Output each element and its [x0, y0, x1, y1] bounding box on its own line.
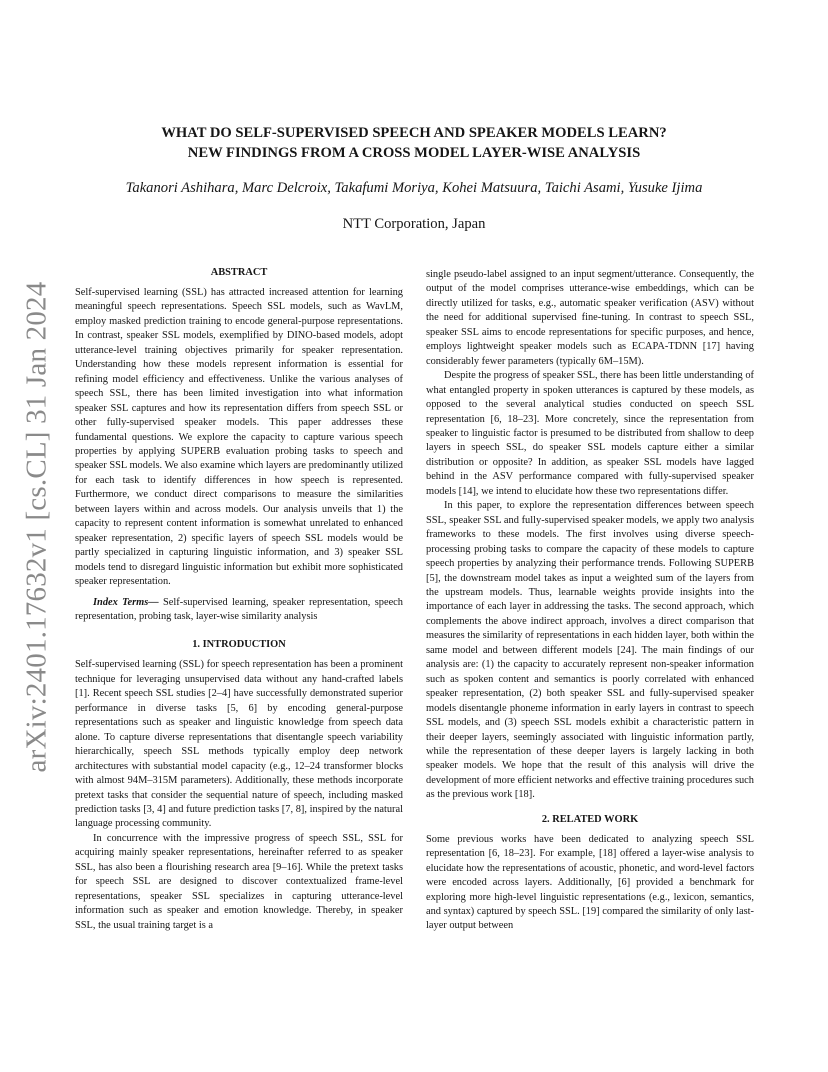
index-terms-label: Index Terms— — [93, 596, 159, 608]
author-list: Takanori Ashihara, Marc Delcroix, Takafumi Moriya, Kohei Matsuura, Taichi Asami, Yusuke Ijima — [125, 180, 703, 196]
intro-paragraph-3: Despite the progress of speaker SSL, there has been little understanding of what entangled property in spoken utterances is captured by these models, as opposed to the several analytical studies conducted on speech SSL representation [6, 18–23]. More concretely, since the representation from speaker to linguistic factor is presumed to be distributed from shallow to deep layers in speech SSL, do speaker SSL models capture either a similar distribution or opposite? In addition, as speaker SSL models have lagged behind in the ASV performance compared with fully-supervised speaker models [14], we intend to elucidate how these two representations differ. — [426, 370, 754, 497]
intro-paragraph-4: In this paper, to explore the representation differences between speech SSL, speaker SSL and fully-supervised speaker models, we apply two analysis frameworks to these models. The first involves using diverse speech-processing probing tasks to compare the capacity of these models to capture speech properties by analyzing their performance trends. Following SUPERB [5], the downstream model takes as input a weighted sum of the layers from the upstream models. Thus, learnable weights provide insights into the importance of each layer in addressing the tasks. The second approach, which complements the above indirect approach, involves a direct comparison that measures the similarity of representations in each hidden layer, both within the same model and between different models [24]. The main findings of our analysis are: (1) the capacity to accurately represent non-speaker information such as spoken content and semantics is poorly correlated with enhanced speaker representation, (2) both speaker SSL and fully-supervised speaker models disentangle phoneme information in early layers in contrast to speech SSL models, and (3) speech SSL models exhibit a characteristic pattern in their deeper layers, seemingly associated with linguistic information partly, while the representation of these deeper layers is largely lacking in both speaker models. We hope that the result of this analysis will drive the development of more efficient networks and effective training procedures such as the previous work [18]. — [426, 500, 754, 801]
title-line-1: WHAT DO SELF-SUPERVISED SPEECH AND SPEAKER MODELS LEARN? — [161, 125, 667, 141]
related-work-text: Some previous works have been dedicated to analyzing speech SSL representation [6, 18–23]. For example, [18] offered a layer-wise analysis to elucidate how the representations of acoustic, phonetic, and word-level factors were encoded across layers. Additionally, [6] provided a benchmark for exploring more high-level linguistic representations (e.g., lexicon, semantics, and syntax) captured by speech SSL. [19] compared the similarity of only last-layer output between — [426, 833, 754, 932]
intro-paragraph-2-continued: single pseudo-label assigned to an input segment/utterance. Consequently, the output of the model comprises utterance-wise embeddings, which can be directly utilized for tasks, e.g., automatic speaker verification (ASV) without the need for additional supervised fine-tuning. In contrast to speech SSL, speaker SSL aims to encode representations for specific purposes, and hence, employs lightweight speaker models such as ECAPA-TDNN [17] having considerably fewer parameters (typically 6M–15M). — [426, 269, 754, 367]
related-work-heading: 2. RELATED WORK — [541, 813, 639, 825]
abstract-text: Self-supervised learning (SSL) has attracted increased attention for learning meaningful speech representations. Speech SSL models, such as WavLM, employ masked prediction training to encode general-purpose representations. In contrast, speaker SSL models, exemplified by DINO-based models, adopt utterance-level training objectives primarily for speaker representation. Understanding how these models represent information is essential for refining model efficiency and effectiveness. Unlike the various analyses of speech SSL, there has been limited investigation into what information speaker SSL captures and how its representation differs from speech SSL or other fully-supervised speaker models. This paper addresses these fundamental questions. We explore the capacity to capture various speech properties by applying SUPERB evaluation probing tasks to speech and speaker SSL models. We also examine which layers are predominantly utilized for each task to identify differences in how speech is represented. Furthermore, we conduct direct comparisons to measure the similarities between layers within and across models. Our analysis unveils that 1) the capacity to represent content information is somewhat unrelated to enhanced speaker representation, 2) specific layers of speech SSL models would be partly specialized in capturing linguistic information, and 3) speaker SSL models tend to disregard linguistic information but exhibit more sophisticated speaker representation. — [75, 287, 403, 588]
intro-paragraph-2: In concurrence with the impressive progress of speech SSL, SSL for acquiring mainly speaker representations, hereinafter referred to as speaker SSL, has also been a flourishing research area [9–16]. While the pretext tasks for speech SSL are designed to discover contextualized frame-level representations, speaker SSL specializes in capturing utterance-level information such as speaker and emotion knowledge. Thereby, in speaker SSL, the usual training target is a — [75, 832, 403, 931]
introduction-heading: 1. INTRODUCTION — [192, 639, 286, 651]
intro-paragraph-1: Self-supervised learning (SSL) for speech representation has been a prominent technique for leveraging unsupervised data without any hand-crafted labels [1]. Recent speech SSL studies [2–4] have successfully demonstrated superior performance in diverse tasks [5, 6] by encoding general-purpose representations such as speaker and linguistic knowledge from speech data alone. To capture diverse representations that disentangle speech variability hierarchically, speech SSL methods typically employ deep network architectures with substantial model capacity (e.g., 12–24 transformer blocks with almost 94M–315M parameters). Additionally, these methods incorporate pretext tasks that consider the sequential nature of speech, including masked prediction tasks [3, 4] and future prediction tasks [7, 8], inspired by the natural language processing community. — [75, 659, 403, 830]
left-column — [75, 266, 403, 933]
title-line-2: NEW FINDINGS FROM A CROSS MODEL LAYER-WISE ANALYSIS — [187, 145, 641, 161]
index-terms — [75, 596, 403, 625]
affiliation: NTT Corporation, Japan — [342, 216, 486, 232]
abstract-heading: ABSTRACT — [210, 267, 268, 278]
arxiv-identifier-stamp — [14, 281, 60, 773]
paper-title — [60, 123, 768, 163]
index-terms-text: Self-supervised learning, speaker representation, speech representation, probing task, layer-wise similarity analysis — [75, 596, 403, 622]
arxiv-identifier-text: arXiv:2401.17632v1 [cs.CL] 31 Jan 2024 — [20, 281, 53, 773]
right-column — [426, 268, 754, 934]
